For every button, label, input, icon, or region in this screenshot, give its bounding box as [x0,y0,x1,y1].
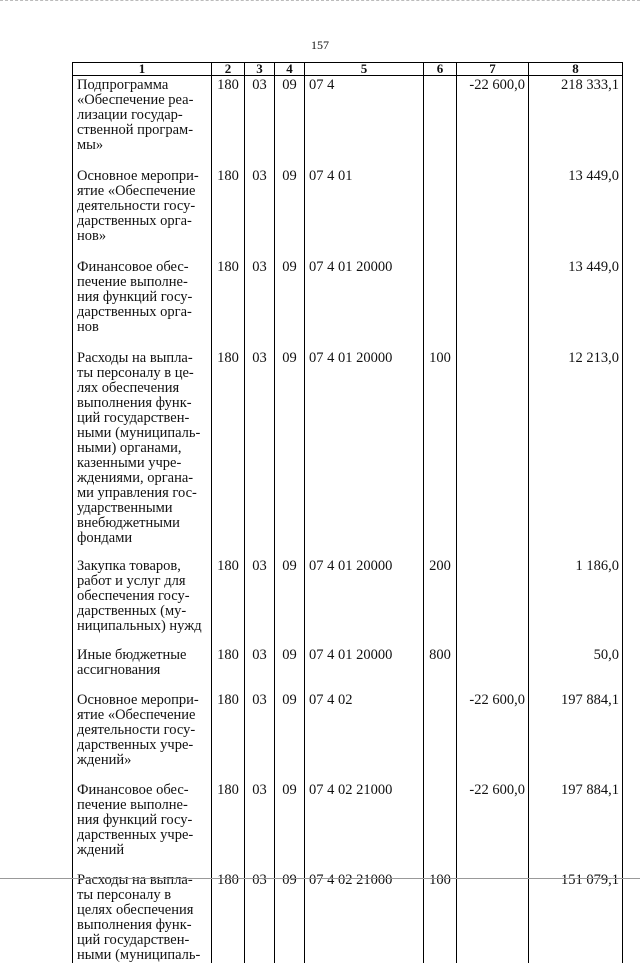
col-3-value: 03 [245,693,275,783]
row-name-line: казенными учре- [77,456,209,471]
row-name [73,648,212,693]
col-2-value: 180 [212,873,245,963]
row-name-line: ждений» [77,753,209,768]
col-4-value: 09 [275,693,305,783]
col-2-value: 180 [212,169,245,260]
col-6-value [424,260,457,351]
row-name-line: выполнения функ- [77,396,209,411]
col-6-value [424,169,457,260]
table-row [73,873,623,963]
row-name-line: Финансовое обес- [77,260,209,275]
budget-table [72,62,623,963]
row-name-line: Иные бюджетные [77,648,209,663]
row-name-line: ций государствен- [77,411,209,426]
col-6-value [424,783,457,873]
col-7-amount [457,169,529,260]
col-7-amount [457,351,529,559]
row-name-line: ными (муниципаль- [77,426,209,441]
col-7-amount: -22 600,0 [457,783,529,873]
table-row [73,351,623,559]
col-header-3: 3 [245,63,275,76]
row-name-line: ниципальных) нужд [77,619,209,634]
row-name-line: Основное меропри- [77,169,209,184]
col-6-value: 100 [424,351,457,559]
table-row [73,648,623,693]
col-6-value: 800 [424,648,457,693]
row-name-line: Расходы на выпла- [77,351,209,366]
table-row [73,693,623,783]
row-name-line: ты персоналу в [77,888,209,903]
header-row [73,63,623,76]
row-name-line: дарственных орга- [77,214,209,229]
col-8-amount: 151 079,1 [529,873,623,963]
col-4-value: 09 [275,559,305,648]
row-name-line: ятие «Обеспечение [77,708,209,723]
row-name-line: обеспечения госу- [77,589,209,604]
table-body [73,76,623,963]
col-7-amount: -22 600,0 [457,76,529,170]
row-name-line: Закупка товаров, [77,559,209,574]
col-5-code: 07 4 02 [305,693,424,783]
col-4-value: 09 [275,260,305,351]
col-8-amount: 12 213,0 [529,351,623,559]
col-header-8: 8 [529,63,623,76]
col-8-amount: 197 884,1 [529,693,623,783]
scan-top-edge [0,0,640,4]
col-3-value: 03 [245,169,275,260]
row-name-line: ждений [77,843,209,858]
col-6-value [424,76,457,170]
col-7-amount [457,648,529,693]
col-7-amount: -22 600,0 [457,693,529,783]
col-2-value: 180 [212,76,245,170]
col-2-value: 180 [212,351,245,559]
col-5-code: 07 4 01 [305,169,424,260]
row-name [73,351,212,559]
col-8-amount: 50,0 [529,648,623,693]
col-5-code: 07 4 [305,76,424,170]
col-6-value [424,693,457,783]
row-name-line: деятельности госу- [77,199,209,214]
row-name-line: целях обеспечения [77,903,209,918]
col-8-amount: 13 449,0 [529,260,623,351]
table-row [73,169,623,260]
row-name-line: ждениями, органа- [77,471,209,486]
row-name-line: Основное меропри- [77,693,209,708]
col-3-value: 03 [245,260,275,351]
row-name [73,873,212,963]
col-header-5: 5 [305,63,424,76]
col-6-value: 100 [424,873,457,963]
row-name-line: лизации государ- [77,108,209,123]
col-6-value: 200 [424,559,457,648]
row-name-line: Подпрограмма [77,78,209,93]
row-name [73,76,212,170]
row-name-line: дарственных учре- [77,828,209,843]
row-name-line: дарственных (му- [77,604,209,619]
row-name-line: ния функций госу- [77,813,209,828]
row-name-line: фондами [77,531,209,546]
row-name-line: ми управления гос- [77,486,209,501]
row-name [73,693,212,783]
row-name-line: нов» [77,229,209,244]
row-name [73,559,212,648]
col-header-7: 7 [457,63,529,76]
col-3-value: 03 [245,873,275,963]
row-name-line: «Обеспечение реа- [77,93,209,108]
row-name-line: ятие «Обеспечение [77,184,209,199]
col-5-code: 07 4 01 20000 [305,351,424,559]
col-4-value: 09 [275,351,305,559]
col-7-amount [457,873,529,963]
row-name-line: ными (муниципаль- [77,948,209,963]
col-5-code: 07 4 02 21000 [305,783,424,873]
table-row [73,260,623,351]
col-8-amount: 1 186,0 [529,559,623,648]
row-name-line: выполнения функ- [77,918,209,933]
row-name [73,260,212,351]
col-3-value: 03 [245,783,275,873]
row-name-line: дарственных учре- [77,738,209,753]
col-7-amount [457,559,529,648]
col-2-value: 180 [212,648,245,693]
row-name-line: ственной програм- [77,123,209,138]
row-name-line: ными) органами, [77,441,209,456]
col-5-code: 07 4 01 20000 [305,559,424,648]
col-5-code: 07 4 01 20000 [305,648,424,693]
col-4-value: 09 [275,873,305,963]
row-name-line: работ и услуг для [77,574,209,589]
col-8-amount: 13 449,0 [529,169,623,260]
col-4-value: 09 [275,76,305,170]
row-name-line: дарственных орга- [77,305,209,320]
row-name-line: ций государствен- [77,933,209,948]
col-3-value: 03 [245,648,275,693]
row-name [73,783,212,873]
col-4-value: 09 [275,648,305,693]
col-8-amount: 218 333,1 [529,76,623,170]
col-header-2: 2 [212,63,245,76]
table-row [73,559,623,648]
col-3-value: 03 [245,351,275,559]
row-name-line: ты персоналу в це- [77,366,209,381]
row-name-line: внебюджетными [77,516,209,531]
row-name [73,169,212,260]
col-header-4: 4 [275,63,305,76]
col-5-code: 07 4 01 20000 [305,260,424,351]
row-name-line: деятельности госу- [77,723,209,738]
col-2-value: 180 [212,260,245,351]
table-row [73,783,623,873]
row-name-line: ассигнования [77,663,209,678]
col-8-amount: 197 884,1 [529,783,623,873]
col-4-value: 09 [275,169,305,260]
col-header-1: 1 [73,63,212,76]
col-2-value: 180 [212,559,245,648]
row-name-line: мы» [77,138,209,153]
col-3-value: 03 [245,76,275,170]
col-3-value: 03 [245,559,275,648]
row-name-line: ударственными [77,501,209,516]
col-4-value: 09 [275,783,305,873]
col-7-amount [457,260,529,351]
scan-bottom-edge [0,878,640,879]
row-name-line: печение выполне- [77,275,209,290]
row-name-line: печение выполне- [77,798,209,813]
row-name-line: лях обеспечения [77,381,209,396]
row-name-line: нов [77,320,209,335]
col-2-value: 180 [212,783,245,873]
page-number: 157 [0,38,640,53]
row-name-line: Финансовое обес- [77,783,209,798]
row-name-line: ния функций госу- [77,290,209,305]
col-5-code: 07 4 02 21000 [305,873,424,963]
row-name-line: Расходы на выпла- [77,873,209,888]
table-row [73,76,623,170]
col-2-value: 180 [212,693,245,783]
col-header-6: 6 [424,63,457,76]
